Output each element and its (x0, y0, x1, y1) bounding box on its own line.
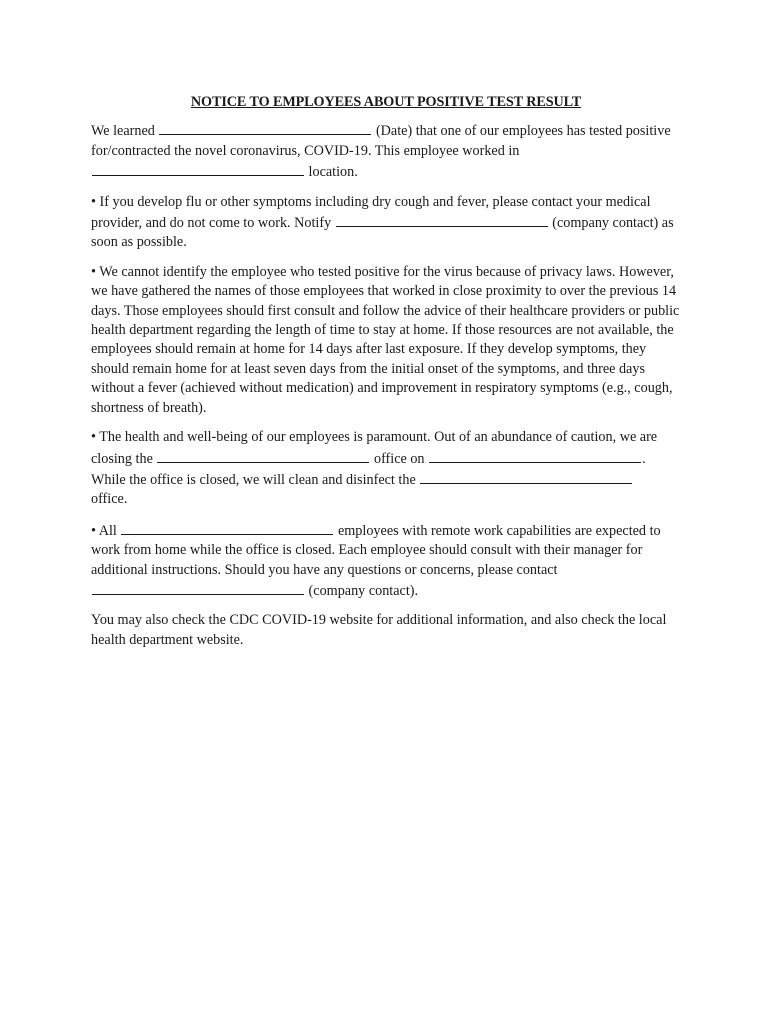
paragraph-date-learned (91, 120, 681, 182)
employee-group-blank[interactable] (121, 520, 333, 535)
p5-text-c: (company contact). (308, 582, 419, 599)
office-name-blank[interactable] (157, 448, 369, 463)
p1-text-c: location. (308, 164, 358, 181)
p1-text-a: We learned (91, 123, 155, 140)
paragraph-symptoms (91, 193, 681, 253)
p4-text-b: office on (373, 450, 425, 467)
notify-contact-blank[interactable] (336, 212, 548, 227)
p4-text-c: . While the office is closed, we will clean and disinfect the (91, 450, 646, 488)
document-title: NOTICE TO EMPLOYEES ABOUT POSITIVE TEST RESULT (190, 94, 582, 110)
document-page (91, 93, 681, 660)
paragraph-privacy: • We cannot identify the employee who tested positive for the virus because of privacy laws. However, we have gathered the names of those employees that worked in close proximity to over the previous 14 days. Those employees should first consult and follow the advice of their healthcare providers or public health department regarding the length of time to stay at home. If those resources are not available, the employees should remain at home for 14 days after last exposure. If they develop symptoms, they should remain home for at least seven days from the initial onset of the symptoms, and three days without a fever (achieved without medication) and improvement in respiratory symptoms (e.g., cough, shortness of breath). (91, 263, 680, 416)
p4-text-d: office. (91, 491, 128, 508)
p4-text-a: • The health and well-being of our employees is paramount. Out of an abundance of caution, we are closing the (91, 429, 658, 467)
closing-date-blank[interactable] (429, 448, 641, 463)
p2-text-b: (company contact) as soon as possible. (91, 215, 674, 251)
location-blank[interactable] (92, 161, 304, 176)
disinfect-office-blank[interactable] (420, 469, 632, 484)
questions-contact-blank[interactable] (92, 580, 304, 595)
p5-text-b: employees with remote work capabilities are expected to work from home while the office is closed. Each employee should consult with their manager for additional instructions. Should you have any questions or concerns, please contact (91, 522, 661, 578)
paragraph-remote-work (91, 520, 681, 602)
p5-text-a: • All (91, 522, 117, 539)
p2-text-a: • If you develop flu or other symptoms including dry cough and fever, please contact your medical provider, and do not come to work. Notify (91, 193, 651, 232)
paragraph-cdc-website: You may also check the CDC COVID-19 website for additional information, and also check the local health department website. (91, 612, 667, 648)
paragraph-office-closing (91, 428, 681, 510)
date-blank[interactable] (159, 120, 371, 135)
p1-text-b: (Date) that one of our employees has tested positive for/contracted the novel coronavirus, COVID-19. This employee worked in (91, 123, 671, 159)
